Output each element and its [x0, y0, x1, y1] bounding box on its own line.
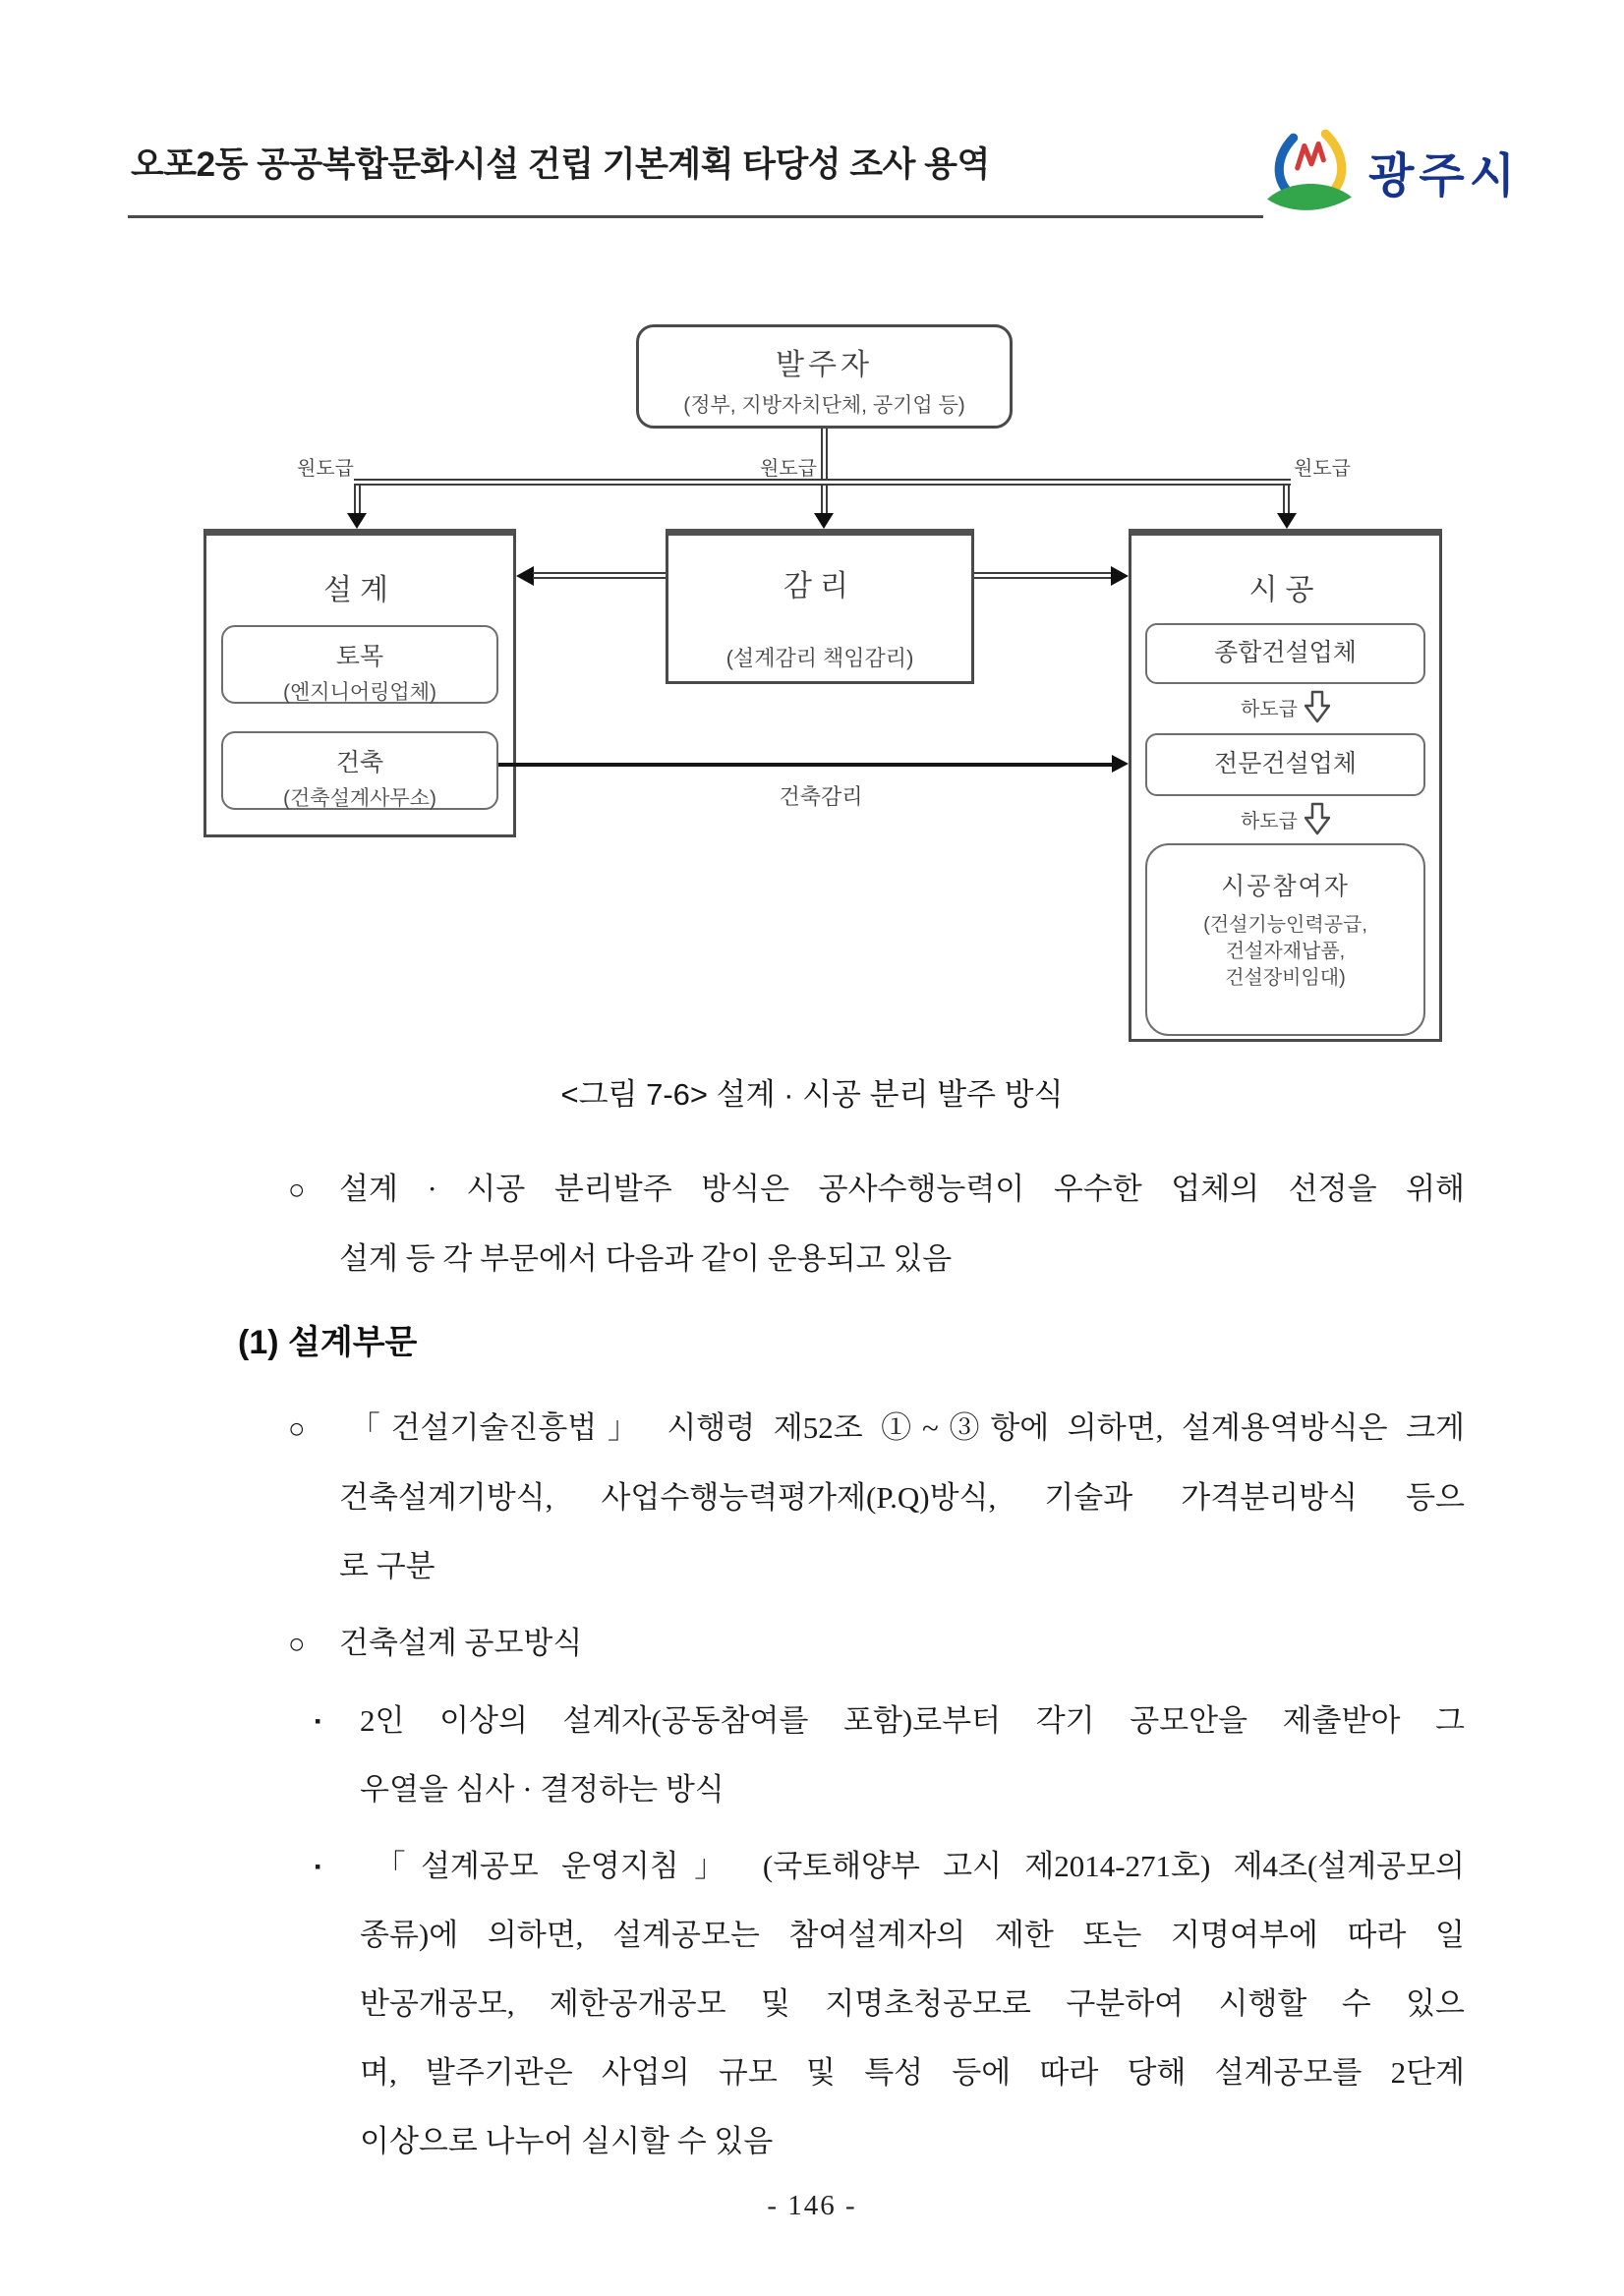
line-supervision-design	[533, 572, 666, 579]
paragraph	[288, 1609, 1465, 1679]
line-supervision-construction	[974, 572, 1111, 579]
hollow-down-arrow-icon	[1305, 802, 1330, 835]
square-bullet: ▪	[315, 1711, 321, 1731]
paragraph-line: 우열을 심사 · 결정하는 방식	[360, 1772, 725, 1807]
owner-stem-line	[821, 429, 828, 481]
participants-subtitle-line: 건설장비임대)	[1225, 967, 1346, 989]
supervision-box	[666, 529, 974, 684]
participants-subtitle-line: (건설기능인력공급,	[1203, 914, 1367, 936]
square-bullet: ▪	[315, 1857, 321, 1876]
architecture-subtitle: (건축설계사무소)	[283, 787, 436, 810]
arrow-to-construction	[1111, 566, 1129, 586]
specialty-contractor-title: 전문건설업체	[1214, 750, 1357, 777]
contract-label-center: 원도급	[760, 458, 817, 480]
arrowhead-supervision	[814, 513, 834, 529]
paragraph-line: 설계 · 시공 분리발주 방식은 공사수행능력이 우수한 업체의 선정을 위해	[339, 1172, 1465, 1206]
participants-title: 시공참여자	[1221, 873, 1350, 900]
contract-label-right: 원도급	[1294, 458, 1351, 480]
arch-supervision-label: 건축감리	[779, 784, 863, 809]
subcontract-label-2: 하도급	[1241, 810, 1298, 832]
city-name-label: 광주시	[1368, 149, 1521, 202]
supervision-title: 감리	[783, 570, 856, 603]
circle-bullet: ○	[288, 1175, 306, 1206]
supervision-subtitle: (설계감리 책임감리)	[725, 646, 914, 670]
figure-caption: <그림 7-6> 설계 · 시공 분리 발주 방식	[560, 1077, 1064, 1112]
paragraph	[288, 1155, 1465, 1293]
gwangju-city-logo	[1258, 124, 1543, 218]
paragraph	[315, 1687, 1465, 1824]
participants-box	[1145, 843, 1425, 1036]
arrowhead-design	[347, 513, 367, 529]
subcontract-label-1: 하도급	[1241, 698, 1298, 720]
design-title: 설계	[323, 574, 396, 606]
drop-line-center	[821, 486, 828, 514]
specialty-contractor-box	[1145, 733, 1425, 796]
arch-supervision-line	[498, 763, 1113, 767]
subcontract-row-2	[1129, 802, 1442, 835]
page-number: - 146 -	[767, 2190, 857, 2221]
architecture-title: 건축	[335, 749, 384, 776]
civil-title: 토목	[335, 643, 384, 670]
paragraph-line: 「설계공모 운영지침」 (국토해양부 고시 제2014-271호) 제4조(설계공모의	[360, 1849, 1465, 1883]
paragraph-line: 이상으로 나누어 실시할 수 있음	[360, 2124, 774, 2158]
paragraph-line: 건축설계기방식, 사업수행능력평가제(P.Q)방식, 기술과 가격분리방식 등으	[339, 1480, 1465, 1515]
owner-box	[636, 324, 1013, 429]
general-contractor-title: 종합건설업체	[1214, 639, 1357, 666]
gwangju-emblem-icon	[1258, 126, 1361, 216]
paragraph-line: 설계 등 각 부문에서 다음과 같이 운용되고 있음	[339, 1241, 953, 1276]
arch-supervision-arrowhead	[1112, 755, 1129, 773]
owner-title: 발주자	[776, 349, 873, 381]
paragraph-line: 로 구분	[339, 1549, 435, 1583]
subcontract-row-1	[1129, 690, 1442, 723]
drop-line-right	[1283, 486, 1290, 514]
construction-title: 시공	[1248, 574, 1322, 606]
circle-bullet: ○	[288, 1413, 306, 1445]
paragraph-line: 2인 이상의 설계자(공동참여를 포함)로부터 각기 공모안을 제출받아 그	[360, 1703, 1465, 1738]
paragraph-line: 반공개공모, 제한공개공모 및 지명초청공모로 구분하여 시행할 수 있으	[360, 1986, 1465, 2021]
arrowhead-construction	[1277, 513, 1297, 529]
participants-subtitle-line: 건설자재납품,	[1225, 941, 1346, 962]
civil-box	[221, 625, 498, 704]
civil-subtitle: (엔지니어링업체)	[283, 681, 436, 704]
document-title: 오포2동 공공복합문화시설 건립 기본계획 타당성 조사 용역	[131, 145, 990, 184]
paragraph-line: 건축설계 공모방식	[339, 1626, 583, 1660]
architecture-box	[221, 731, 498, 810]
paragraph	[288, 1394, 1465, 1601]
drop-line-left	[354, 486, 361, 514]
section-heading: (1) 설계부문	[238, 1324, 418, 1361]
paragraph-line: 「건설기술진흥법」 시행령 제52조 ①~③항에 의하면, 설계용역방식은 크게	[339, 1410, 1465, 1445]
owner-subtitle: (정부, 지방자치단체, 공기업 등)	[683, 394, 965, 417]
arrow-to-design	[516, 566, 534, 586]
body-text	[238, 1155, 1465, 2184]
distribution-bar	[354, 479, 1291, 486]
paragraph	[315, 1832, 1465, 2176]
paragraph-line: 며, 발주기관은 사업의 규모 및 특성 등에 따라 당해 설계공모를 2단계	[360, 2055, 1465, 2090]
hollow-down-arrow-icon	[1305, 690, 1330, 723]
contract-label-left: 원도급	[297, 458, 354, 480]
circle-bullet: ○	[288, 1629, 306, 1660]
general-contractor-box	[1145, 623, 1425, 684]
paragraph-line: 종류)에 의하면, 설계공모는 참여설계자의 제한 또는 지명여부에 따라 일	[360, 1918, 1465, 1952]
procurement-flow-diagram	[177, 313, 1465, 1060]
header-divider	[128, 215, 1263, 218]
